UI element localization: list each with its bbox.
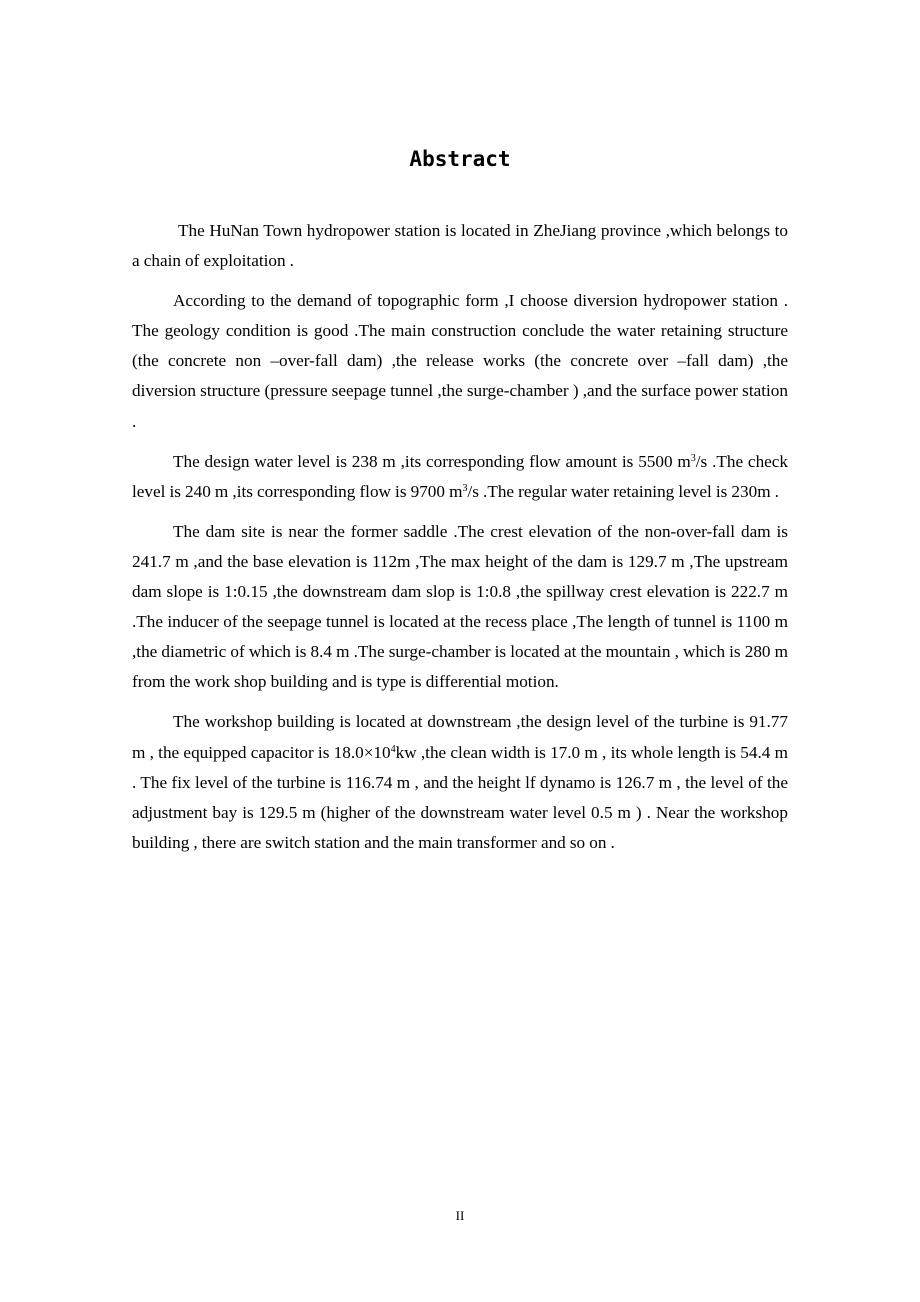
- paragraph-5-part-b: kw ,the clean width is 17.0 m , its whole length is 54.4 m . The fix level of the turbine is 116.74 m , and the height lf dynamo is 126.7 m , the level of the adjustment bay is 129.5 m (higher of the downstream water level 0.5 m ) . Near the workshop building , there are switch station and the main transformer and so on .: [132, 742, 788, 852]
- superscript-exponent: 4: [390, 743, 396, 755]
- abstract-body: [132, 216, 788, 868]
- superscript-cubic: 3: [690, 452, 696, 464]
- superscript-cubic: 3: [462, 482, 468, 494]
- paragraph-5: [132, 707, 788, 857]
- page-title: Abstract: [409, 147, 511, 171]
- paragraph-3: [132, 447, 788, 507]
- paragraph-3-part-c: /s .The regular water retaining level is 230m .: [467, 481, 779, 501]
- paragraph-4: The dam site is near the former saddle .The crest elevation of the non-over-fall dam is 241.7 m ,and the base elevation is 112m ,The max height of the dam is 129.7 m ,The upstream dam slope is 1:0.15 ,the downstream dam slop is 1:0.8 ,the spillway crest elevation is 222.7 m .The inducer of the seepage tunnel is located at the recess place ,The length of tunnel is 1100 m ,the diametric of which is 8.4 m .The surge-chamber is located at the mountain , which is 280 m from the work shop building and is type is differential motion.: [132, 521, 788, 692]
- paragraph-2: According to the demand of topographic form ,I choose diversion hydropower station . The geology condition is good .The main construction conclude the water retaining structure (the concrete non –over-fall dam) ,the release works (the concrete over –fall dam) ,the diversion structure (pressure seepage tunnel ,the surge-chamber ) ,and the surface power station .: [132, 291, 788, 431]
- page-number: II: [455, 1208, 465, 1223]
- paragraph-3-part-a: The design water level is 238 m ,its corresponding flow amount is 5500 m: [173, 451, 691, 471]
- paragraph-1: The HuNan Town hydropower station is located in ZheJiang province ,which belongs to a chain of exploitation .: [132, 221, 788, 271]
- paragraph-3-part-b: /s .The check level is 240 m ,its corresponding flow is 9700 m: [132, 451, 789, 501]
- paragraph-5-part-a: The workshop building is located at downstream ,the design level of the turbine is 91.77 m , the equipped capacitor is 18.0×10: [132, 712, 788, 762]
